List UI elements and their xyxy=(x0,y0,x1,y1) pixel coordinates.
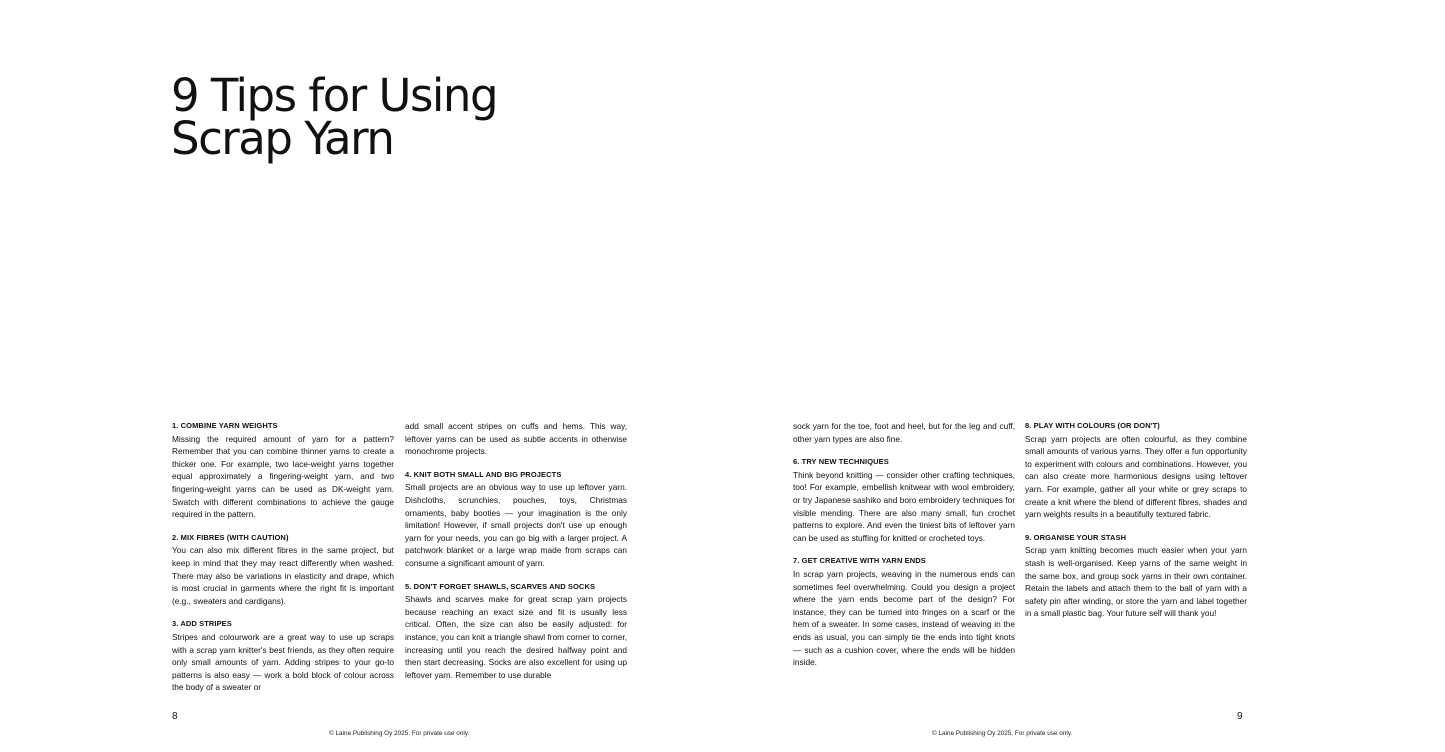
tip-9 xyxy=(1025,532,1247,620)
copyright-footer-left: © Laine Publishing Oy 2025. For private use only. xyxy=(329,730,470,737)
tip-heading: 7. GET CREATIVE WITH YARN ENDS xyxy=(793,556,926,566)
tip-3 xyxy=(172,618,394,694)
tip-2 xyxy=(172,532,394,608)
tip-8 xyxy=(1025,420,1247,521)
text-column-1 xyxy=(172,420,394,694)
tip-heading: 4. KNIT BOTH SMALL AND BIG PROJECTS xyxy=(405,469,562,479)
tip-body: sock yarn for the toe, foot and heel, but for the leg and cuff, other yarn types are also fine. xyxy=(793,421,1015,444)
text-column-3 xyxy=(793,420,1015,669)
tip-body: Small projects are an obvious way to use up leftover yarn. Dishcloths, scrunchies, pouches, toys, Christmas ornaments, baby booties — your imagination is the only limitation! However, if small projects don't use up enough yarn for your needs, you can go big with a larger project. A patchwork blanket or a large wrap made from scraps can consume a significant amount of yarn. xyxy=(405,482,627,568)
tip-3-continued xyxy=(405,420,627,458)
tip-4 xyxy=(405,469,627,570)
tip-5 xyxy=(405,581,627,682)
tip-body: add small accent stripes on cuffs and hems. This way, leftover yarns can be used as subtle accents in otherwise monochrome projects. xyxy=(405,421,627,457)
tip-heading: 2. MIX FIBRES (WITH CAUTION) xyxy=(172,532,289,542)
page-number-left: 8 xyxy=(172,711,178,722)
tip-body: Stripes and colourwork are a great way to use up scraps with a scrap yarn knitter's best friends, as they often require only small amounts of yarn. Adding stripes to your go-to patterns is also easy — work a bold block of colour across the body of a sweater or xyxy=(172,631,394,693)
tip-heading: 6. TRY NEW TECHNIQUES xyxy=(793,457,889,467)
tip-body: Scrap yarn projects are often colourful, as they combine small amounts of various yarns. They offer a fun opportunity to experiment with colours and combinations. However, you can also create more harmonious designs using leftover yarn. For example, gather all your white or grey scraps to create a knit where the blend of different fibres, shades and yarn weights results in a beautifully textured fabric. xyxy=(1025,433,1247,520)
title-line-2: Scrap Yarn xyxy=(171,112,394,165)
copyright-footer-right: © Laine Publishing Oy 2025. For private use only. xyxy=(932,730,1073,737)
tip-body: Shawls and scarves make for great scrap yarn projects because reaching an exact size and fit is usually less critical. Often, the size can also be easily adjusted: for instance, you can knit a triangle shawl from corner to corner, increasing until you reach the desired halfway point and then start decreasing. Socks are also excellent for using up leftover yarn. Remember to use durable xyxy=(405,594,627,680)
tip-body: Scrap yarn knitting becomes much easier when your yarn stash is well-organised. Keep yarns of the same weight in the same box, and group sock yarns in their own container. Retain the labels and attach them to the ball of yarn with a safety pin after winding, or store the yarn and label together in a small plastic bag. Your future self will thank you! xyxy=(1025,545,1247,619)
tip-heading: 3. ADD STRIPES xyxy=(172,619,232,629)
tip-body: In scrap yarn projects, weaving in the numerous ends can sometimes feel overwhelming. Could you design a project where the yarn ends become part of the design? For instance, they can be turned into fringes on a scarf or the hem of a sweater. In some cases, instead of weaving in the ends as usual, you can simply tie the ends into tight knots — such as a cushion cover, where the ends will be hidden inside. xyxy=(793,568,1015,668)
tip-6 xyxy=(793,456,1015,544)
tip-heading: 1. COMBINE YARN WEIGHTS xyxy=(172,421,278,430)
tip-7 xyxy=(793,555,1015,668)
text-column-2 xyxy=(405,420,627,681)
title-line-1: 9 Tips for Using xyxy=(171,69,498,122)
tip-body: Think beyond knitting — consider other crafting techniques, too! For example, embellish knitwear with wool embroidery, or try Japanese sashiko and boro embroidery techniques for visible mending. There are also many small, fun crochet patterns to explore. And even the tiniest bits of leftover yarn can be used as stuffing for knitted or crocheted toys. xyxy=(793,469,1015,543)
tip-heading: 5. DON'T FORGET SHAWLS, SCARVES AND SOCKS xyxy=(405,581,596,591)
tip-1 xyxy=(172,420,394,521)
page-number-right: 9 xyxy=(1237,711,1243,722)
page-title xyxy=(171,69,498,165)
tip-heading: 8. PLAY WITH COLOURS (OR DON'T) xyxy=(1025,421,1160,430)
tip-heading: 9. ORGANISE YOUR STASH xyxy=(1025,532,1127,542)
text-column-4 xyxy=(1025,420,1247,620)
tip-5-continued xyxy=(793,420,1015,445)
tip-body: You can also mix different fibres in the same project, but keep in mind that they may react differently when washed. There may also be variations in elasticity and drape, which is most crucial in garments where the right fit is important (e.g., sweaters and cardigans). xyxy=(172,545,394,606)
tip-body: Missing the required amount of yarn for a pattern? Remember that you can combine thinner yarns to create a thicker one. For example, two lace-weight yarns together equal approximately a fingering-weight yarn, and two fingering-weight yarns can be used as DK-weight yarn. Swatch with different combinations to achieve the gauge required in the pattern. xyxy=(172,433,394,520)
